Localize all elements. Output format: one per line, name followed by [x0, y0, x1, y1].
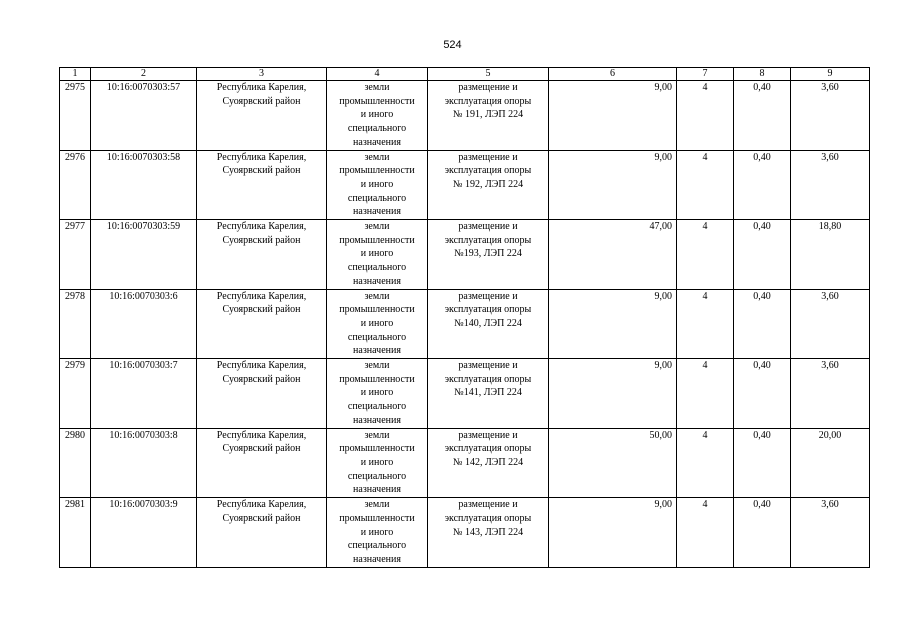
land-category-cell-line: специального [347, 540, 407, 552]
column-7-cell: 4 [677, 150, 734, 220]
column-9-cell: 3,60 [791, 81, 870, 151]
land-category-cell-line: назначения [353, 206, 401, 218]
row-number-cell: 2977 [60, 220, 91, 290]
cadastral-number-cell: 10:16:0070303:9 [91, 498, 197, 568]
column-number-row [60, 68, 870, 81]
column-header: 7 [677, 68, 734, 81]
permitted-use-cell [428, 359, 549, 429]
row-number-cell: 2975 [60, 81, 91, 151]
cadastral-number-cell: 10:16:0070303:8 [91, 428, 197, 498]
permitted-use-cell [428, 81, 549, 151]
location-cell [197, 428, 327, 498]
land-category-cell-line: назначения [353, 484, 401, 496]
permitted-use-cell-line: № 191, ЛЭП 224 [452, 109, 524, 121]
location-cell-line: Республика Карелия, [216, 360, 307, 372]
land-category-cell-line: и иного [360, 317, 394, 329]
page-number: 524 [443, 39, 462, 51]
land-category-cell-line: назначения [353, 553, 401, 565]
cadastral-number-cell: 10:16:0070303:59 [91, 220, 197, 290]
permitted-use-cell [428, 220, 549, 290]
land-category-cell-line: назначения [353, 136, 401, 148]
land-registry-table [59, 67, 870, 568]
land-category-cell-line: и иного [360, 248, 394, 260]
land-category-cell-line: и иного [360, 109, 394, 121]
column-header: 8 [734, 68, 791, 81]
land-category-cell-line: земли [364, 499, 390, 511]
column-9-cell: 20,00 [791, 428, 870, 498]
column-9-cell: 3,60 [791, 150, 870, 220]
location-cell-line: Суоярвский район [222, 234, 301, 246]
permitted-use-cell-line: эксплуатация опоры [444, 234, 532, 246]
column-header: 2 [91, 68, 197, 81]
location-cell-line: Республика Карелия, [216, 499, 307, 511]
location-cell [197, 220, 327, 290]
permitted-use-cell-line: размещение и [458, 151, 518, 163]
column-7-cell: 4 [677, 359, 734, 429]
area-cell: 9,00 [549, 498, 677, 568]
land-category-cell-line: назначения [353, 414, 401, 426]
column-9-cell: 3,60 [791, 359, 870, 429]
permitted-use-cell [428, 289, 549, 359]
row-number-cell: 2981 [60, 498, 91, 568]
column-8-cell: 0,40 [734, 150, 791, 220]
land-category-cell-line: земли [364, 82, 390, 93]
table-row [60, 359, 870, 429]
land-category-cell-line: специального [347, 123, 407, 135]
area-cell: 9,00 [549, 359, 677, 429]
permitted-use-cell-line: № 142, ЛЭП 224 [452, 456, 524, 468]
column-8-cell: 0,40 [734, 428, 791, 498]
area-cell: 9,00 [549, 289, 677, 359]
land-category-cell [327, 289, 428, 359]
permitted-use-cell-line: эксплуатация опоры [444, 373, 532, 385]
land-category-cell-line: земли [364, 151, 390, 163]
location-cell-line: Суоярвский район [222, 304, 301, 316]
column-9-cell: 18,80 [791, 220, 870, 290]
cadastral-number-cell: 10:16:0070303:7 [91, 359, 197, 429]
area-cell: 50,00 [549, 428, 677, 498]
table-row [60, 428, 870, 498]
land-category-cell-line: промышленности [339, 234, 415, 246]
column-header: 3 [197, 68, 327, 81]
location-cell-line: Республика Карелия, [216, 429, 307, 441]
permitted-use-cell-line: эксплуатация опоры [444, 95, 532, 107]
land-category-cell-line: специального [347, 262, 407, 274]
land-category-cell-line: промышленности [339, 512, 415, 524]
land-category-cell-line: и иного [360, 456, 394, 468]
land-category-cell-line: назначения [353, 275, 401, 287]
table-body [60, 81, 870, 568]
land-category-cell [327, 150, 428, 220]
land-category-cell [327, 81, 428, 151]
permitted-use-cell-line: № 192, ЛЭП 224 [452, 178, 524, 190]
land-category-cell-line: специального [347, 470, 407, 482]
permitted-use-cell-line: №193, ЛЭП 224 [454, 248, 522, 260]
column-header: 5 [428, 68, 549, 81]
location-cell [197, 289, 327, 359]
row-number-cell: 2980 [60, 428, 91, 498]
location-cell-line: Суоярвский район [222, 443, 301, 455]
land-category-cell-line: земли [364, 360, 390, 372]
land-category-cell-line: специального [347, 401, 407, 413]
row-number-cell: 2978 [60, 289, 91, 359]
permitted-use-cell-line: эксплуатация опоры [444, 304, 532, 316]
row-number-cell: 2979 [60, 359, 91, 429]
table-row [60, 498, 870, 568]
location-cell-line: Суоярвский район [222, 373, 301, 385]
land-category-cell-line: земли [364, 429, 390, 441]
land-category-cell [327, 498, 428, 568]
column-9-cell: 3,60 [791, 498, 870, 568]
land-category-cell-line: промышленности [339, 443, 415, 455]
permitted-use-cell-line: №141, ЛЭП 224 [454, 387, 522, 399]
location-cell-line: Республика Карелия, [216, 82, 307, 93]
table-row [60, 220, 870, 290]
land-category-cell-line: специального [347, 331, 407, 343]
location-cell-line: Суоярвский район [222, 512, 301, 524]
permitted-use-cell-line: размещение и [458, 221, 518, 233]
land-category-cell-line: земли [364, 290, 390, 302]
permitted-use-cell-line: №140, ЛЭП 224 [454, 317, 522, 329]
table-row [60, 289, 870, 359]
permitted-use-cell [428, 428, 549, 498]
area-cell: 9,00 [549, 81, 677, 151]
cadastral-number-cell: 10:16:0070303:57 [91, 81, 197, 151]
cadastral-number-cell: 10:16:0070303:58 [91, 150, 197, 220]
location-cell-line: Республика Карелия, [216, 151, 307, 163]
permitted-use-cell [428, 150, 549, 220]
permitted-use-cell-line: эксплуатация опоры [444, 165, 532, 177]
column-8-cell: 0,40 [734, 498, 791, 568]
permitted-use-cell-line: эксплуатация опоры [444, 512, 532, 524]
column-header: 4 [327, 68, 428, 81]
location-cell [197, 81, 327, 151]
permitted-use-cell-line: размещение и [458, 499, 518, 511]
land-category-cell-line: и иного [360, 178, 394, 190]
table-row [60, 81, 870, 151]
column-header: 1 [60, 68, 91, 81]
location-cell [197, 150, 327, 220]
location-cell-line: Суоярвский район [222, 165, 301, 177]
land-category-cell [327, 428, 428, 498]
column-7-cell: 4 [677, 289, 734, 359]
land-category-cell [327, 220, 428, 290]
land-category-cell-line: назначения [353, 345, 401, 357]
column-7-cell: 4 [677, 220, 734, 290]
column-8-cell: 0,40 [734, 359, 791, 429]
land-category-cell-line: промышленности [339, 304, 415, 316]
permitted-use-cell-line: № 143, ЛЭП 224 [452, 526, 524, 538]
column-7-cell: 4 [677, 428, 734, 498]
row-number-cell: 2976 [60, 150, 91, 220]
location-cell-line: Республика Карелия, [216, 290, 307, 302]
land-category-cell-line: и иного [360, 387, 394, 399]
land-category-cell-line: промышленности [339, 165, 415, 177]
column-8-cell: 0,40 [734, 220, 791, 290]
permitted-use-cell-line: эксплуатация опоры [444, 443, 532, 455]
column-9-cell: 3,60 [791, 289, 870, 359]
land-category-cell [327, 359, 428, 429]
column-8-cell: 0,40 [734, 81, 791, 151]
location-cell-line: Республика Карелия, [216, 221, 307, 233]
area-cell: 9,00 [549, 150, 677, 220]
land-category-cell-line: земли [364, 221, 390, 233]
column-header: 6 [549, 68, 677, 81]
land-category-cell-line: промышленности [339, 373, 415, 385]
location-cell [197, 498, 327, 568]
area-cell: 47,00 [549, 220, 677, 290]
land-category-cell-line: и иного [360, 526, 394, 538]
permitted-use-cell-line: размещение и [458, 360, 518, 372]
column-7-cell: 4 [677, 498, 734, 568]
land-category-cell-line: промышленности [339, 95, 415, 107]
permitted-use-cell [428, 498, 549, 568]
location-cell [197, 359, 327, 429]
permitted-use-cell-line: размещение и [458, 290, 518, 302]
cadastral-number-cell: 10:16:0070303:6 [91, 289, 197, 359]
column-8-cell: 0,40 [734, 289, 791, 359]
location-cell-line: Суоярвский район [222, 95, 301, 107]
column-7-cell: 4 [677, 81, 734, 151]
permitted-use-cell-line: размещение и [458, 429, 518, 441]
table-row [60, 150, 870, 220]
land-category-cell-line: специального [347, 192, 407, 204]
column-header: 9 [791, 68, 870, 81]
permitted-use-cell-line: размещение и [458, 82, 518, 93]
